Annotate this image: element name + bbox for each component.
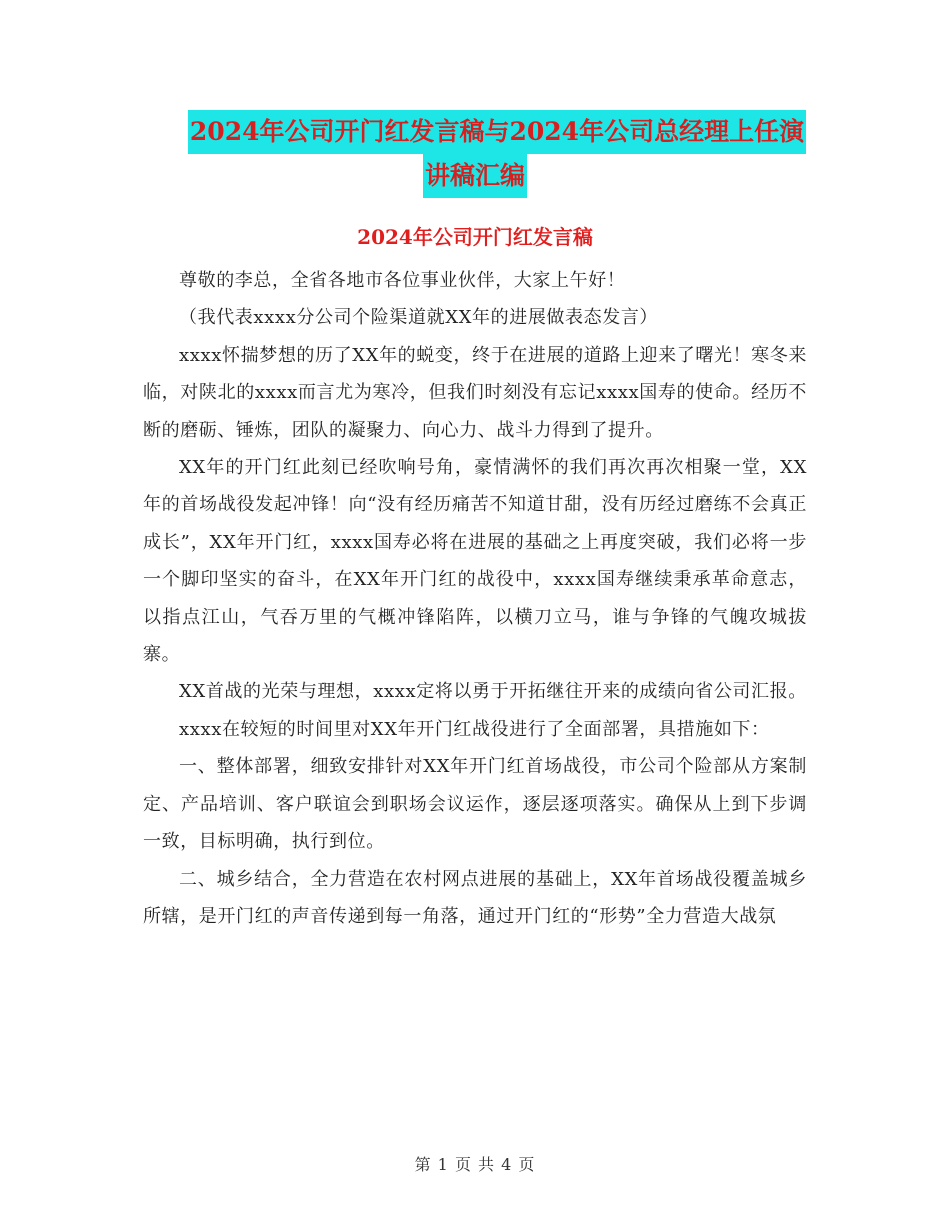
document-title — [0, 110, 950, 198]
paragraph: xxxx在较短的时间里对XX年开门红战役进行了全面部署，具措施如下： — [179, 718, 770, 740]
paragraph: （我代表xxxx分公司个险渠道就XX年的进展做表态发言） — [179, 307, 659, 329]
document-title-line-2: 讲稿汇编 — [423, 154, 527, 198]
paragraph: xxxx怀揣梦想的历了XX年的蜕变，终于在进展的道路上迎来了曙光！寒冬来临，对陕北的xxxx而言尤为寒冷，但我们时刻没有忘记xxxx国寿的使命。经历不断的磨砺、锤炼，团队的凝聚力、向心力、战斗力得到了提升。 — [143, 344, 807, 441]
paragraph: XX首战的光荣与理想，xxxx定将以勇于开拓继往开来的成绩向省公司汇报。 — [179, 681, 807, 703]
paragraph: 一、整体部署，细致安排针对XX年开门红首场战役，市公司个险部从方案制定、产品培训、客户联谊会到职场会议运作，逐层逐项落实。确保从上到下步调一致，目标明确，执行到位。 — [143, 756, 807, 853]
paragraph: 二、城乡结合，全力营造在农村网点进展的基础上，XX年首场战役覆盖城乡所辖，是开门红的声音传递到每一角落，通过开门红的“形势”全力营造大战氛 — [143, 868, 807, 927]
document-title-line-1: 2024年公司开门红发言稿与2024年公司总经理上任演 — [188, 110, 806, 154]
page-number-footer: 第 1 页 共 4 页 — [414, 1155, 536, 1174]
document-body — [143, 262, 807, 935]
paragraph: XX年的开门红此刻已经吹响号角，豪情满怀的我们再次再次相聚一堂，XX年的首场战役发起冲锋！向“没有经历痛苦不知道甘甜，没有历经过磨练不会真正成长”，XX年开门红，xxxx国寿必将在进展的基础之上再度突破，我们必将一步一个脚印坚实的奋斗，在XX年开门红的战役中，xxxx国寿继续秉承革命意志，以指点江山，气吞万里的气概冲锋陷阵，以横刀立马，谁与争锋的气魄攻城拔寨。 — [143, 457, 807, 666]
paragraph: 尊敬的李总，全省各地市各位事业伙伴，大家上午好！ — [179, 270, 626, 291]
section-title: 2024年公司开门红发言稿 — [357, 225, 593, 249]
